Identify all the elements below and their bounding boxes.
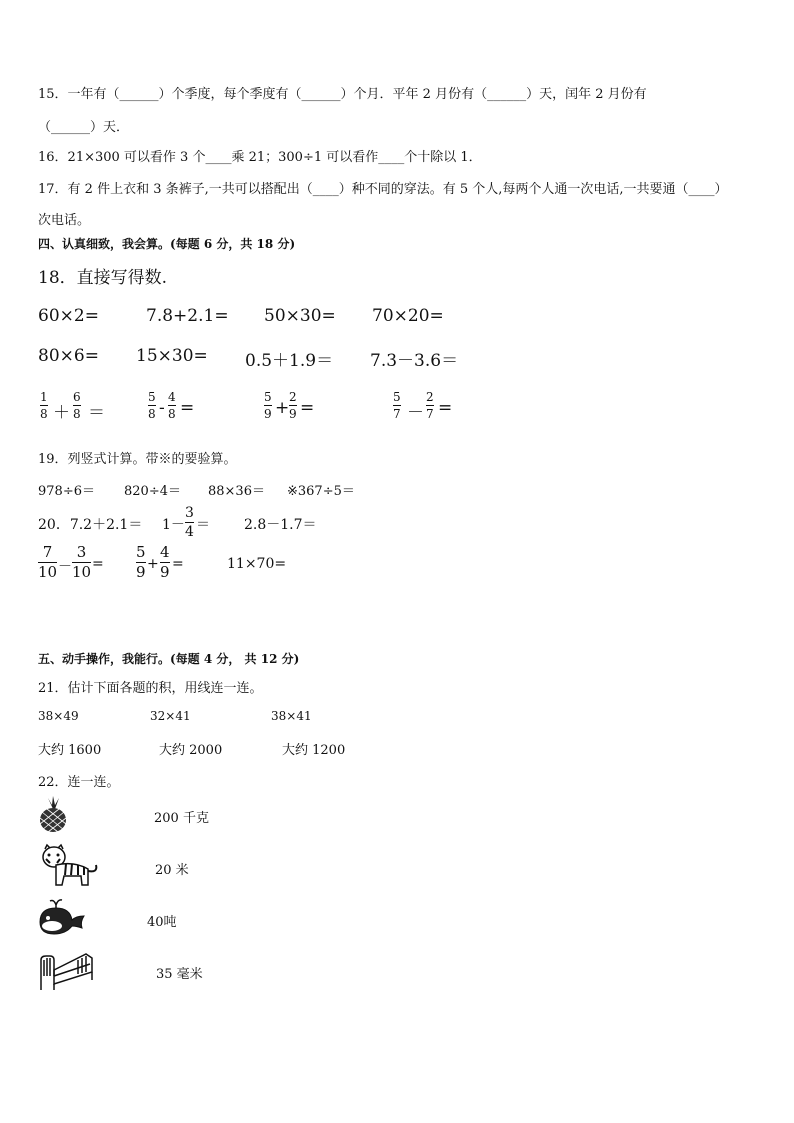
- fraction: 7 10: [38, 543, 58, 581]
- fraction: 5 9: [136, 543, 146, 581]
- equals: ＝: [88, 403, 105, 423]
- q18-title: 18．直接写得数.: [38, 268, 168, 288]
- equals: ＝: [196, 517, 210, 533]
- equals: =: [92, 556, 104, 572]
- operator: -: [159, 398, 165, 418]
- q15-line2: （______）天．: [38, 120, 130, 135]
- q18-r2-c2: 15×30=: [136, 346, 208, 366]
- fraction: 3 4: [185, 505, 194, 540]
- fraction: 2 9: [289, 390, 297, 421]
- equals: =: [438, 398, 453, 418]
- fraction: 2 7: [426, 390, 434, 421]
- q18-r1-c3: 50×30=: [264, 306, 336, 326]
- q21-product-3: 38×41: [271, 709, 312, 723]
- q21-estimate-1: 大约 1600: [38, 743, 102, 758]
- fraction: 1 8: [40, 390, 48, 421]
- operator: －: [58, 559, 72, 575]
- q15-line1: 15．一年有（______）个季度，每个季度有（______）个月．平年 2 月份有（______）天，闰年 2 月份有: [38, 87, 647, 102]
- q21-title: 21．估计下面各题的积，用线连一连。: [38, 681, 263, 696]
- q19-title: 19．列竖式计算。带※的要验算。: [38, 452, 237, 467]
- q21-product-2: 32×41: [150, 709, 191, 723]
- whole-part: 1－: [162, 517, 185, 533]
- fraction: 6 8: [73, 390, 81, 421]
- q18-r1-c4: 70×20=: [372, 306, 444, 326]
- q18-r1-c1: 60×2=: [38, 306, 99, 326]
- pineapple-icon: [36, 796, 70, 834]
- q22-label-2: 20 米: [155, 863, 189, 878]
- fraction: 5 8: [148, 390, 156, 421]
- q18-r2-c4: 7.3－3.6＝: [370, 351, 459, 371]
- q18-r2-c3: 0.5＋1.9＝: [245, 351, 334, 371]
- q21-product-1: 38×49: [38, 709, 79, 723]
- tiger-icon: [38, 843, 102, 893]
- bed-icon: [38, 946, 94, 992]
- operator: －: [407, 403, 424, 423]
- q20-item-6: 11×70=: [227, 556, 287, 572]
- q22-label-4: 35 毫米: [156, 967, 203, 982]
- q17-line2: 次电话。: [38, 213, 91, 228]
- q22-label-1: 200 千克: [154, 811, 209, 826]
- fraction: 5 9: [264, 390, 272, 421]
- equals: =: [300, 398, 315, 418]
- equals: =: [180, 398, 195, 418]
- operator: +: [275, 398, 290, 418]
- q19-item-4: ※367÷5＝: [287, 484, 355, 499]
- q17-line1: 17．有 2 件上衣和 3 条裤子,一共可以搭配出（____）种不同的穿法。有 5 个人,每两个人通一次电话,一共要通（____）: [38, 182, 728, 197]
- fraction: 3 10: [72, 543, 92, 581]
- operator: ＋: [53, 403, 70, 423]
- q22-title: 22．连一连。: [38, 775, 120, 790]
- q18-r1-c2: 7.8+2.1=: [146, 306, 229, 326]
- q21-estimate-3: 大约 1200: [282, 743, 346, 758]
- q22-label-3: 40吨: [147, 915, 177, 930]
- section5-title: 五、动手操作，我能行。(每题 4 分， 共 12 分): [38, 652, 300, 666]
- fraction: 5 7: [393, 390, 401, 421]
- section4-title: 四、认真细致，我会算。(每题 6 分，共 18 分): [38, 237, 296, 251]
- q18-r2-c1: 80×6=: [38, 346, 99, 366]
- fraction: 4 9: [160, 543, 170, 581]
- q19-item-3: 88×36＝: [208, 484, 265, 499]
- equals: =: [172, 556, 184, 572]
- q16-text: 16．21×300 可以看作 3 个____乘 21；300÷1 可以看作____个十除以 1．: [38, 150, 482, 165]
- q20-item-3: 2.8－1.7＝: [244, 517, 317, 533]
- whale-icon: [36, 896, 88, 938]
- operator: +: [147, 556, 159, 572]
- q20-item-1: 20．7.2＋2.1＝: [38, 517, 143, 533]
- q19-item-2: 820÷4＝: [124, 484, 181, 499]
- fraction: 4 8: [168, 390, 176, 421]
- q19-item-1: 978÷6＝: [38, 484, 95, 499]
- q21-estimate-2: 大约 2000: [159, 743, 223, 758]
